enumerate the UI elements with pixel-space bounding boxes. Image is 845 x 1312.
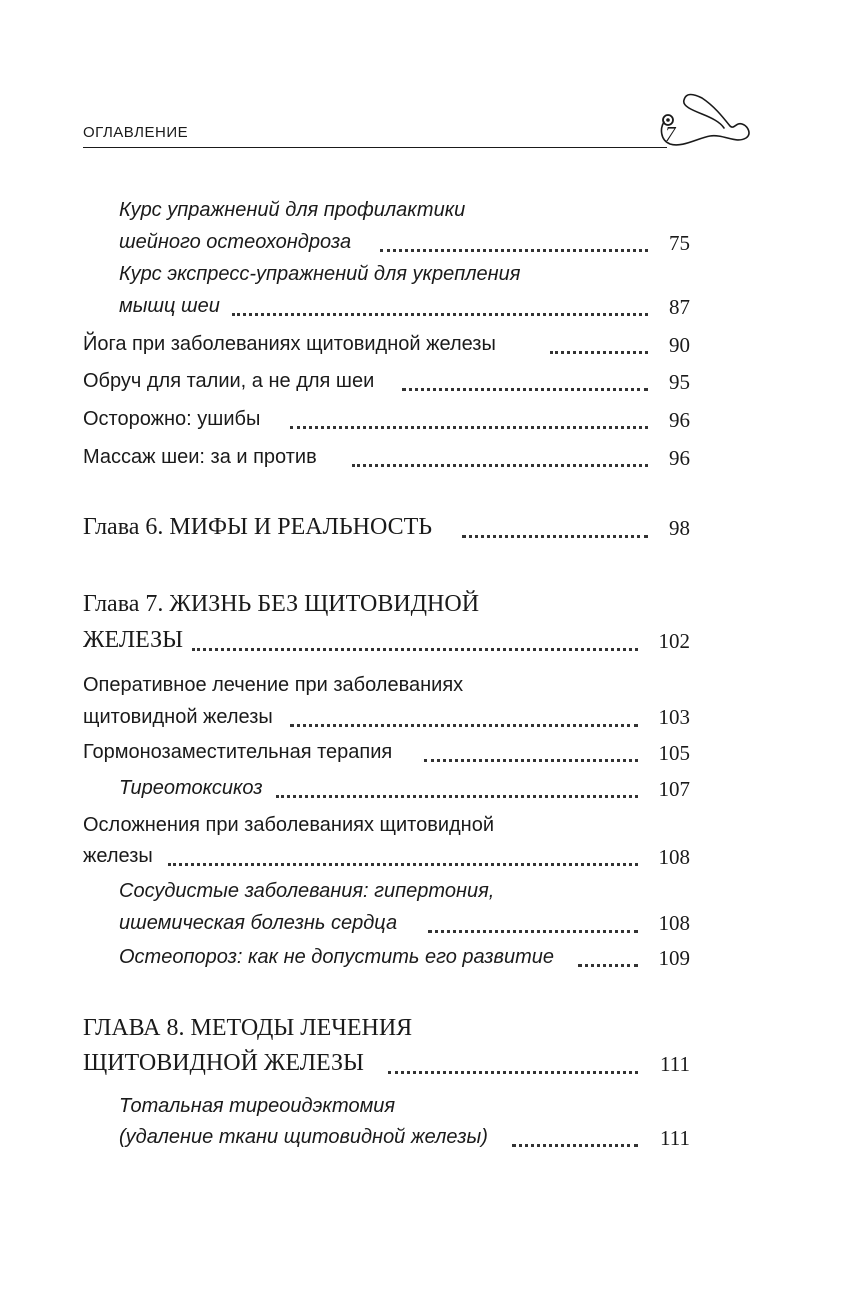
leader-dots: [402, 386, 648, 391]
entry-line: Йога при заболеваниях щитовидной железы: [83, 333, 496, 355]
entry-line: Обруч для талии, а не для шеи: [83, 370, 375, 392]
entry-line: шейного остеохондроза: [119, 231, 352, 253]
leader-dots: [290, 722, 638, 727]
page-ref: 75: [669, 231, 690, 255]
header-section-title: ОГЛАВЛЕНИЕ: [83, 124, 189, 141]
page-ref: 96: [669, 408, 690, 432]
entry-line: ЩИТОВИДНОЙ ЖЕЛЕЗЫ: [83, 1050, 364, 1076]
leader-dots: [424, 757, 638, 762]
page-number: 7: [665, 122, 676, 146]
page-ref: 103: [658, 705, 690, 729]
leader-dots: [168, 861, 638, 866]
leader-dots: [276, 793, 638, 798]
leader-dots: [192, 646, 638, 651]
leader-dots: [352, 462, 648, 467]
leader-dots: [380, 247, 648, 252]
leader-dots: [388, 1069, 638, 1074]
page-ref: 87: [669, 295, 690, 319]
entry-line: Курс упражнений для профилактики: [119, 199, 466, 221]
entry-line: (удаление ткани щитовидной железы): [119, 1126, 488, 1148]
page-ref: 102: [658, 629, 690, 653]
page-ref: 105: [658, 741, 690, 765]
leader-dots: [578, 962, 638, 967]
entry-line: Оперативное лечение при заболеваниях: [83, 674, 464, 696]
entry-line: Сосудистые заболевания: гипертония,: [119, 880, 495, 902]
leader-dots: [550, 349, 648, 354]
page-ref: 108: [658, 845, 690, 869]
entry-line: Глава 6. МИФЫ И РЕАЛЬНОСТЬ: [83, 514, 433, 540]
page-ref: 109: [658, 946, 690, 970]
entry-line: Гормонозаместительная терапия: [83, 741, 393, 763]
page-ref: 111: [660, 1052, 690, 1076]
entry-line: Осторожно: ушибы: [83, 408, 261, 430]
entry-line: ишемическая болезнь сердца: [119, 912, 398, 934]
entry-line: Осложнения при заболеваниях щитовидной: [83, 814, 495, 836]
page-ref: 98: [669, 516, 690, 540]
page-ref: 95: [669, 370, 690, 394]
entry-line: Глава 7. ЖИЗНЬ БЕЗ ЩИТОВИДНОЙ: [83, 591, 480, 617]
entry-line: железы: [83, 845, 153, 867]
entry-line: ГЛАВА 8. МЕТОДЫ ЛЕЧЕНИЯ: [83, 1015, 413, 1041]
page-ref: 107: [658, 777, 690, 801]
entry-line: Массаж шеи: за и против: [83, 446, 317, 468]
entry-line: щитовидной железы: [83, 706, 273, 728]
page-ref: 90: [669, 333, 690, 357]
page-ref: 108: [658, 911, 690, 935]
leader-dots: [290, 424, 648, 429]
leader-dots: [428, 928, 638, 933]
page-ref: 111: [660, 1126, 690, 1150]
entry-line: Курс экспресс-упражнений для укрепления: [119, 263, 521, 285]
entry-line: Тотальная тиреоидэктомия: [119, 1095, 396, 1117]
entry-line: Тиреотоксикоз: [119, 777, 263, 799]
entry-line: мышц шеи: [119, 295, 220, 317]
page-ref: 96: [669, 446, 690, 470]
header-rule: [83, 147, 667, 148]
leader-dots: [462, 533, 648, 538]
leader-dots: [232, 311, 648, 316]
entry-line: Остеопороз: как не допустить его развитие: [119, 946, 554, 968]
entry-line: ЖЕЛЕЗЫ: [83, 627, 184, 653]
leader-dots: [512, 1142, 638, 1147]
